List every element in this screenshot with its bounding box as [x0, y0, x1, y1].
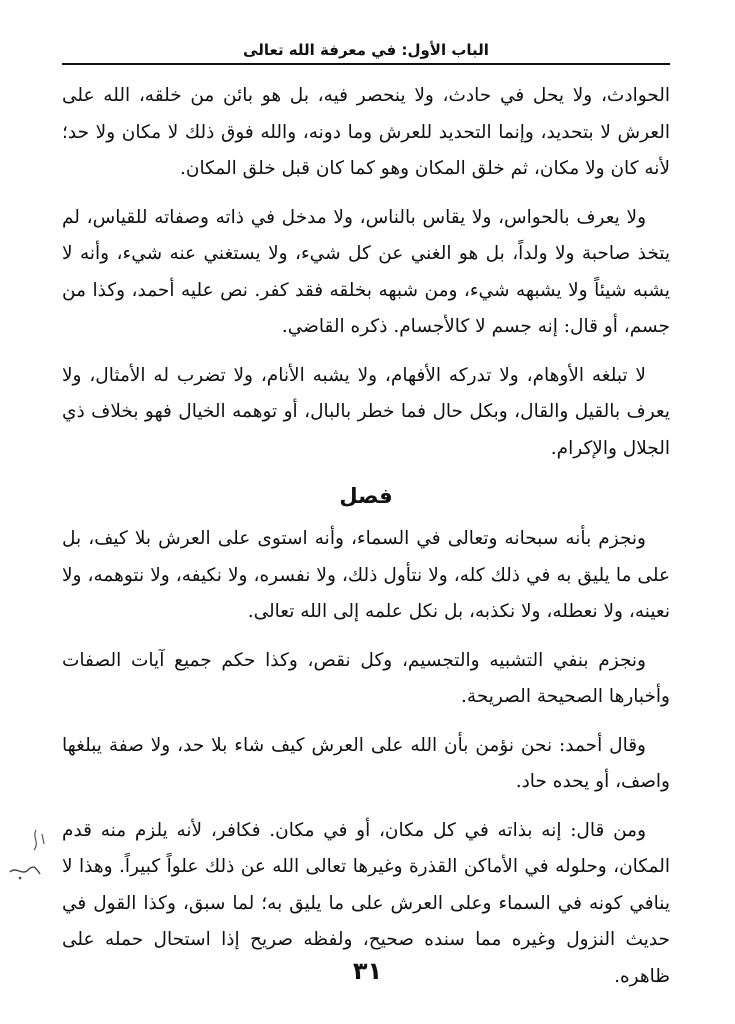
- running-header: الباب الأول: في معرفة الله تعالى: [243, 41, 489, 59]
- paragraph: ونجزم بنفي التشبيه والتجسيم، وكل نقص، وكذا حكم جميع آيات الصفات وأخبارها الصحيحة الصريحة.: [62, 649, 670, 707]
- paragraph: لا تبلغه الأوهام، ولا تدركه الأفهام، ولا يشبه الأنام، ولا تضرب له الأمثال، ولا يعرف بالقيل والقال، وبكل حال فما خطر بالبال، أو توهمه الخيال فهو بخلاف ذي الجلال والإكرام.: [62, 364, 670, 459]
- section-heading: فصل: [339, 484, 393, 508]
- paragraph: وقال أحمد: نحن نؤمن بأن الله على العرش كيف شاء بلا حد، ولا صفة يبلغها واصف، أو يحده حاد.: [62, 734, 670, 792]
- body-text: [62, 78, 670, 1007]
- paragraph: ولا يعرف بالحواس، ولا يقاس بالناس، ولا مدخل في ذاته وصفاته للقياس، لم يتخذ صاحبة ولا ولداً، بل هو الغني عن كل شيء، ولا يستغني عنه شيء، وأنه لا يشبه شيئاً ولا يشبهه شيء، ومن شبهه بخلقه فقد كفر. نص عليه أحمد، وكذا من جسم، أو قال: إنه جسم لا كالأجسام. ذكره القاضي.: [62, 206, 670, 337]
- header-rule: [62, 63, 670, 65]
- paragraph-continuation: الحوادث، ولا يحل في حادث، ولا ينحصر فيه، بل هو بائن من خلقه، الله على العرش لا بتحديد، وإنما التحديد للعرش وما دونه، والله فوق ذلك لا مكان ولا حد؛ لأنه كان ولا مكان، ثم خلق المكان وهو كما كان قبل خلق المكان.: [62, 85, 670, 179]
- paragraph: ونجزم بأنه سبحانه وتعالى في السماء، وأنه استوى على العرش بلا كيف، بل على ما يليق به في ذلك كله، ولا نتأول ذلك، ولا نفسره، ولا نكيفه، ولا نتوهمه، ولا نعينه، ولا نعطله، ولا نكذبه، بل نكل علمه إلى الله تعالى.: [62, 528, 670, 622]
- handwritten-margin-mark: [6, 820, 54, 890]
- page-number: ٣١: [352, 957, 383, 985]
- paragraph: ومن قال: إنه بذاته في كل مكان، أو في مكان. فكافر، لأنه يلزم منه قدم المكان، وحلوله في الأماكن القذرة وغيرها تعالى الله عن ذلك علواً كبيراً. وهذا لا ينافي كونه في السماء وعلى العرش على ما يليق به؛ لما سبق، وكذا القول في حديث النزول وغيره مما سنده صحيح، ولفظه صريح إذا استحال حمله على ظاهره.: [62, 819, 670, 987]
